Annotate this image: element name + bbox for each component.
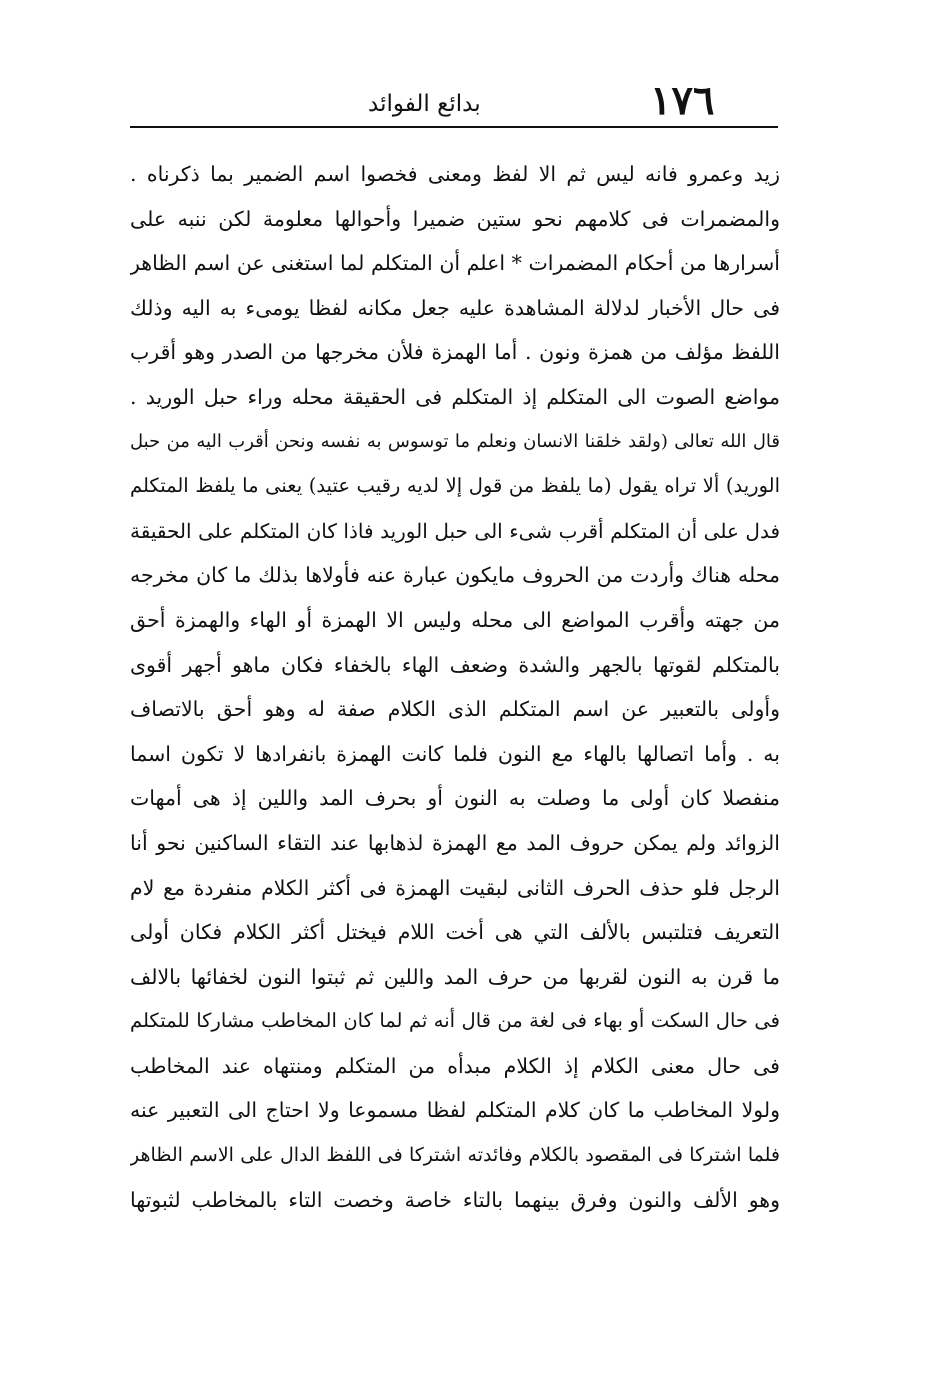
text-line: والمضمرات فى كلامهم نحو ستين ضميرا وأحوالها معلومة لكن ننبه على — [130, 206, 780, 231]
running-title: بدائع الفوائد — [368, 91, 481, 117]
text-line: وهو الألف والنون وفرق بينهما بالتاء خاصة وخصت التاء بالمخاطب لثبوتها — [130, 1187, 780, 1212]
text-line: أسرارها من أحكام المضمرات * اعلم أن المتكلم لما استغنى عن اسم الظاهر — [130, 251, 780, 276]
text-line: محله هناك وأردت من الحروف مايكون عبارة عنه فأولاها بذلك ما كان مخرجه — [130, 563, 780, 588]
text-line: زيد وعمرو فانه ليس ثم الا لفظ ومعنى فخصوا اسم الضمير بما ذكرناه . — [130, 162, 780, 186]
page-number: ١٧٦ — [650, 77, 715, 124]
body-text — [130, 152, 780, 1222]
text-line: مواضع الصوت الى المتكلم إذ المتكلم فى الحقيقة محله وراء حبل الوريد . — [130, 384, 780, 409]
text-line: فى حال الأخبار لدلالة المشاهدة عليه جعل مكانه لفظا يومىء به اليه وذلك — [130, 295, 780, 320]
text-line: قال الله تعالى (ولقد خلقنا الانسان ونعلم ما توسوس به نفسه ونحن أقرب اليه من حبل — [130, 430, 780, 452]
text-line: الزوائد ولم يمكن حروف المد مع الهمزة لذهابها عند التقاء الساكنين نحو أنا — [130, 830, 780, 855]
text-line: وأولى بالتعبير عن اسم المتكلم الذى الكلام صفة له وهو أحق بالاتصاف — [130, 697, 780, 722]
page-header — [130, 78, 778, 124]
text-line: الوريد) ألا تراه يقول (ما يلفظ من قول إلا لديه رقيب عتيد) يعنى ما يلفظ المتكلم — [130, 474, 780, 498]
text-line: ولولا المخاطب ما كان كلام المتكلم لفظا مسموعا ولا احتاج الى التعبير عنه — [130, 1098, 780, 1123]
text-line: الرجل فلو حذف الحرف الثانى لبقيت الهمزة فى أكثر الكلام منفردة مع لام — [130, 875, 780, 900]
text-line: من جهته وأقرب المواضع الى محله وليس الا الهمزة أو الهاء والهمزة أحق — [130, 607, 780, 632]
text-line: منفصلا كان أولى ما وصلت به النون أو بحرف المد واللين إذ هى أمهات — [130, 786, 780, 811]
text-line: فدل على أن المتكلم أقرب شىء الى حبل الوريد فاذا كان المتكلم على الحقيقة — [130, 518, 780, 543]
text-line: به . وأما اتصالها بالهاء مع النون فلما كانت الهمزة بانفرادها لا تكون اسما — [130, 741, 780, 766]
text-line: فى حال السكت أو بهاء فى لغة من قال أنه ثم لما كان المخاطب مشاركا للمتكلم — [130, 1009, 780, 1033]
text-line: اللفظ مؤلف من همزة ونون . أما الهمزة فلأن مخرجها من الصدر وهو أقرب — [130, 340, 780, 365]
text-line: ما قرن به النون لقربها من حرف المد واللين ثم ثبتوا النون لخفائها بالالف — [130, 964, 780, 989]
text-line: التعريف فتلتبس بالألف التي هى أخت اللام فيختل أكثر الكلام فكان أولى — [130, 920, 780, 945]
text-line: بالمتكلم لقوتها بالجهر والشدة وضعف الهاء بالخفاء فكان ماهو أجهر أقوى — [130, 652, 780, 677]
text-line: فلما اشتركا فى المقصود بالكلام وفائدته اشتركا فى اللفظ الدال على الاسم الظاهر — [130, 1144, 780, 1167]
header-rule — [130, 126, 778, 128]
text-line: فى حال معنى الكلام إذ الكلام مبدأه من المتكلم ومنتهاه عند المخاطب — [130, 1053, 780, 1078]
